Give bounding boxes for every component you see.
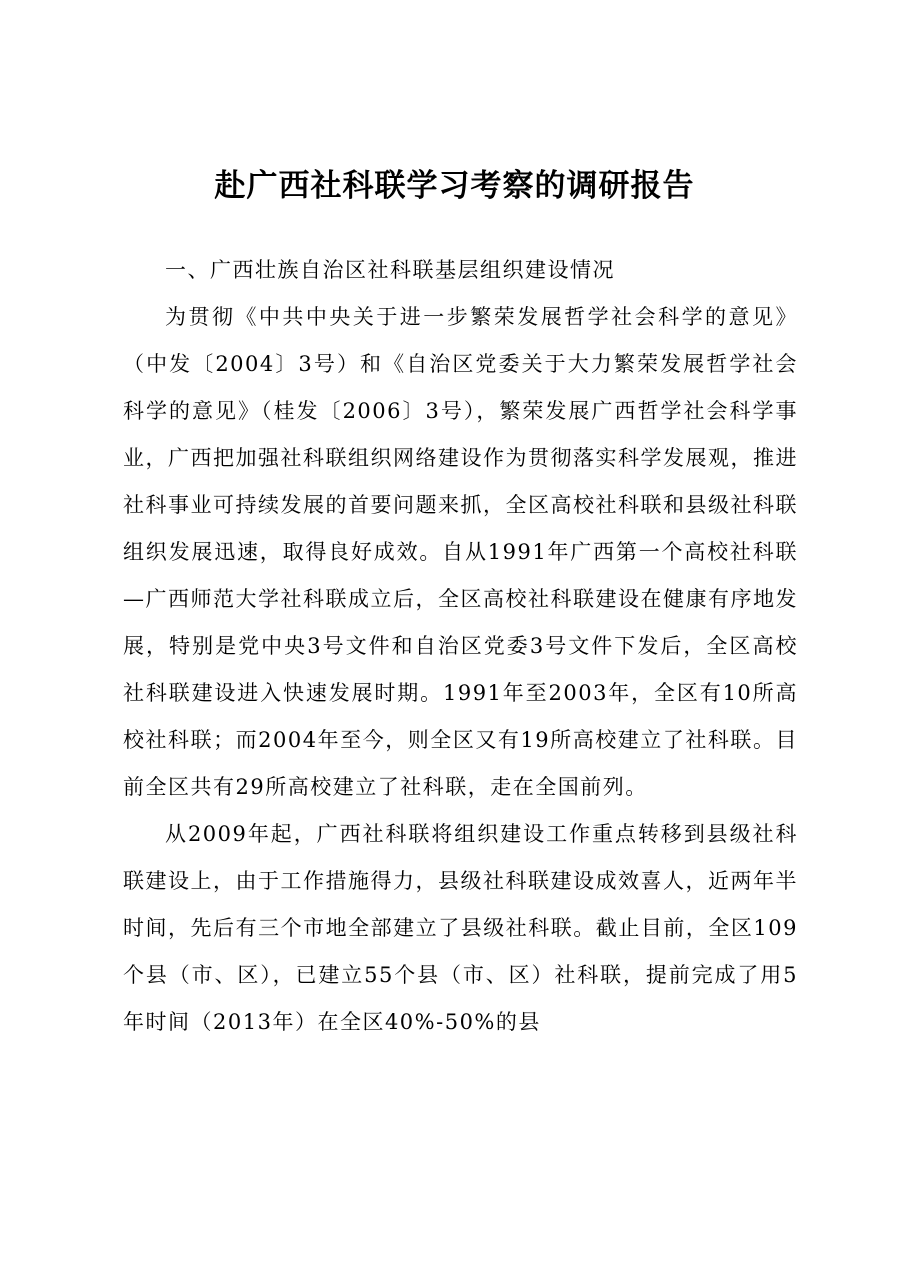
document-body: [123, 247, 798, 1046]
section-heading: 一、广西壮族自治区社科联基层组织建设情况: [165, 258, 615, 282]
paragraph: 从2009年起，广西社科联将组织建设工作重点转移到县级社科联建设上，由于工作措施得力，县级社科联建设成效喜人，近两年半时间，先后有三个市地全部建立了县级社科联。截止目前，全区109个县（市、区），已建立55个县（市、区）社科联，提前完成了用5年时间（2013年）在全区40%-50%的县: [123, 822, 798, 1034]
paragraph: 为贯彻《中共中央关于进一步繁荣发展哲学社会科学的意见》（中发〔2004〕3号）和《自治区党委关于大力繁荣发展哲学社会科学的意见》（桂发〔2006〕3号），繁荣发展广西哲学社会科学事业，广西把加强社科联组织网络建设作为贯彻落实科学发展观，推进社科事业可持续发展的首要问题来抓，全区高校社科联和县级社科联组织发展迅速，取得良好成效。自从1991年广西第一个高校社科联—广西师范大学社科联成立后，全区高校社科联建设在健康有序地发展，特别是党中央3号文件和自治区党委3号文件下发后，全区高校社科联建设进入快速发展时期。1991年至2003年，全区有10所高校社科联；而2004年至今，则全区又有19所高校建立了社科联。目前全区共有29所高校建立了社科联，走在全国前列。: [123, 305, 798, 799]
document-title: 赴广西社科联学习考察的调研报告: [214, 168, 695, 204]
